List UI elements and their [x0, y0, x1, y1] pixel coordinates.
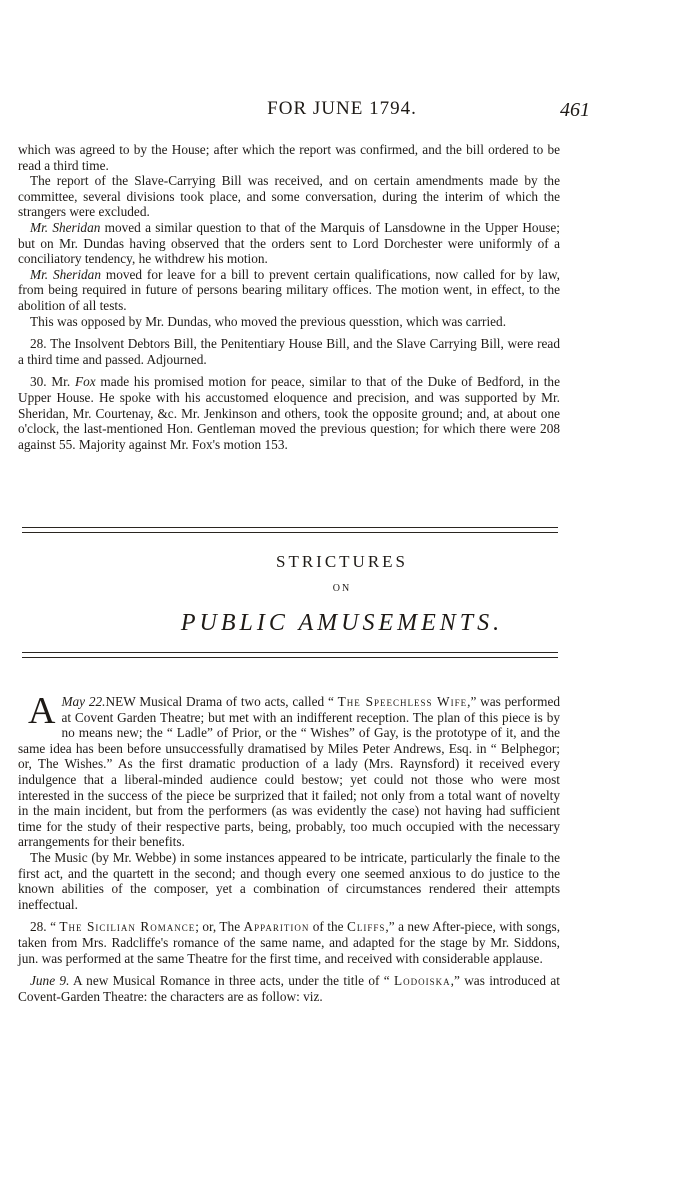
play-title: Apparition — [243, 919, 310, 935]
drop-cap: A — [28, 690, 56, 732]
paragraph-text: 28. “ — [30, 919, 60, 935]
paragraph: The report of the Slave-Carrying Bill was received, and on certain amendments made by the committee, several divisions took place, and some conversation, during the interim of which the strangers were excluded. — [18, 173, 560, 220]
play-title: The Speechless Wife — [337, 694, 468, 709]
page-number: 461 — [560, 99, 590, 121]
section-rule-top-thin — [22, 532, 558, 533]
paragraph-text: ,” was performed at Covent Garden Theatre; but met with an indifferent reception. The plan of this piece is by no means new; the “ Ladle” of Prior, or the “ Wishes” of Gay, is the prototype of it, and the same idea has been before unsuccessfully dramatised by Miles Peter Andrews, Esq. in “ Belphegor; or, The Wishes.” As the first dramatic production of a lady (Mrs. Raynsford) it received every indulgence that a liberal-minded audience could bestow; yet could not those who were most interested in the success of the piece be surprized that it failed; not only from a total want of novelty in the main incident, but from the performers (as was evidently the case) not having had sufficient time for the study of their respective parts, being, probably, too much occupied with the necessary arrangements for their benefits. — [18, 694, 561, 850]
paragraph — [18, 374, 560, 452]
paragraph: The Music (by Mr. Webbe) in some instances appeared to be intricate, particularly the finale to the first act, and the quartett in the second; and though every one seemed anxious to do justice to the known abilities of the composer, yet a combination of circumstances rendered their attempts ineffectual. — [18, 849, 560, 912]
paragraph-text: A new Musical Romance in three acts, under the title of “ — [69, 973, 395, 989]
member-name: Fox — [74, 374, 96, 390]
paragraph — [18, 267, 560, 314]
paragraph: This was opposed by Mr. Dundas, who moved the previous quesstion, which was carried. — [30, 313, 507, 329]
section-heading-strictures: STRICTURES — [275, 552, 409, 571]
paragraph — [18, 690, 561, 850]
paragraph — [18, 919, 560, 966]
paragraph-text: ,” was introduced at Covent-Garden Theatre: the characters are as follow: viz. — [18, 973, 560, 1004]
entry-date: May 22. — [61, 694, 106, 709]
paragraph-text: ,” a new After-piece, with songs, taken from Mrs. Radcliffe's romance of the same name, and adapted for the stage by Mr. Siddons, jun. was performed at the same Theatre for the first time, and received with considerable applause. — [18, 919, 561, 966]
member-name: Mr. Sheridan — [30, 219, 101, 235]
section-rule-bottom — [22, 652, 558, 653]
paragraph: which was agreed to by the House; after which the report was confirmed, and the bill ordered to be read a third time. — [18, 142, 560, 173]
play-title: The Sicilian Romance — [59, 919, 196, 935]
running-title: FOR JUNE 1794. — [267, 98, 417, 119]
paragraph — [18, 220, 560, 267]
paragraph — [18, 973, 560, 1004]
paragraph-text: moved for leave for a bill to prevent certain qualifications, now called for by law, from being required in future of persons bearing military offices. The motion went, in effect, to the abolition of all tests. — [18, 266, 560, 313]
paragraph-text: of the — [309, 919, 347, 935]
parliamentary-report — [18, 142, 560, 452]
play-title: Cliffs — [347, 919, 386, 935]
section-rule-bottom-thin — [22, 657, 558, 658]
paragraph-text: 30. Mr. — [30, 374, 75, 390]
paragraph-text: moved a similar question to that of the Marquis of Lansdowne in the Upper House; but on Mr. Dundas having observed that the orders sent to Lord Dorchester were uniformly of a conciliatory tendency, he withdrew his motion. — [18, 219, 560, 267]
member-name: Mr. Sheridan — [30, 266, 101, 282]
paragraph-text: ; or, The — [195, 919, 244, 935]
paragraph-text: NEW Musical Drama of two acts, called “ — [105, 694, 338, 709]
section-heading-public-amusements: PUBLIC AMUSEMENTS. — [180, 610, 504, 636]
paragraph-text: made his promised motion for peace, similar to that of the Duke of Bedford, in the Upper House. He spoke with his accustomed eloquence and precision, and was supported by Mr. Sheridan, Mr. Courtenay, &c. Mr. Jenkinson and others, took the opposite ground; and, at about one o'clock, the last-mentioned Hon. Gentleman moved the previous question; for which there were 208 against 55. Majority against Mr. Fox's motion 153. — [18, 374, 560, 452]
section-rule-top — [22, 527, 558, 528]
entry-date: June 9. — [30, 973, 70, 989]
amusements-report — [18, 690, 561, 1004]
play-title: Lodoiska — [394, 973, 451, 989]
paragraph: 28. The Insolvent Debtors Bill, the Penitentiary House Bill, and the Slave Carrying Bill, were read a third time and passed. Adjourned. — [18, 336, 560, 367]
running-head — [0, 98, 684, 126]
section-heading-on: ON — [332, 583, 352, 594]
